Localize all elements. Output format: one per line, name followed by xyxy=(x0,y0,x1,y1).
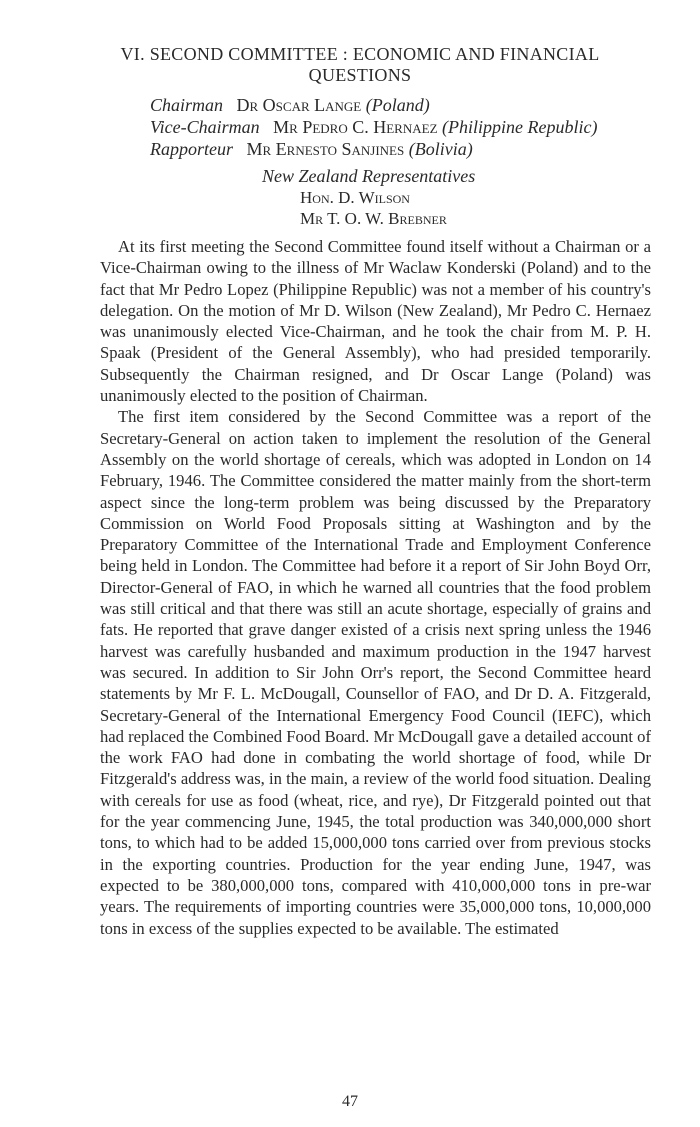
officer-name: Dr Oscar Lange xyxy=(236,95,362,115)
officer-country: (Poland) xyxy=(365,95,430,115)
representative-name: Hon. D. Wilson xyxy=(300,188,410,207)
representative-name: Mr T. O. W. Brebner xyxy=(300,209,447,228)
officer-name: Mr Ernesto Sanjines xyxy=(246,139,405,159)
officer-rapporteur xyxy=(150,138,473,160)
page-number: 47 xyxy=(342,1093,358,1110)
paragraph-food-shortage: The first item considered by the Second Committee was a report of the Secretary-General on action taken to implement the resolution of the General Assembly on the world shortage of cereals, which was adopted in London on 14 February, 1946. The Committee considered the matter mainly from the short-term aspect since the long-term problem was being discussed by the Preparatory Commission on World Food Proposals sitting at Washington and by the Preparatory Committee of the International Trade and Employment Conference being held in London. The Committee had before it a report of Sir John Boyd Orr, Director-General of FAO, in which he warned all countries that the food problem was still critical and that there was still an acute shortage, especially of grains and fats. He reported that grave danger existed of a crisis next spring unless the 1946 harvest was carefully husbanded and maximum production in the 1947 harvest was secured. In addition to Sir John Orr's report, the Second Committee heard statements by Mr F. L. McDougall, Counsellor of FAO, and Dr D. A. Fitzgerald, Secretary-General of the International Emergency Food Council (IEFC), which had replaced the Combined Food Board. Mr McDougall gave a detailed account of the work FAO had done in combating the world shortage of food, while Dr Fitzgerald's address was, in the main, a review of the world food situation. Dealing with cereals for use as food (wheat, rice, and rye), Dr Fitzgerald pointed out that for the year commencing June, 1945, the total production was 340,000,000 short tons, to which had to be added 15,000,000 tons carried over from previous stocks in the exporting countries. Production for the year ending June, 1947, was expected to be 380,000,000 tons, compared with 410,000,000 tons in pre-war years. The requirements of importing countries were 35,000,000 tons, 10,000,000 tons in excess of the supplies expected to be available. The estimated xyxy=(100,407,651,938)
officer-name: Mr Pedro C. Hernaez xyxy=(273,117,438,137)
officer-country: (Philippine Republic) xyxy=(442,117,598,137)
officer-country: (Bolivia) xyxy=(408,139,473,159)
officer-role: Vice-Chairman xyxy=(150,117,260,137)
section-heading xyxy=(100,44,620,86)
officer-role: Chairman xyxy=(150,95,224,115)
section-heading-line-1: VI. SECOND COMMITTEE : ECONOMIC AND FINANCIAL xyxy=(120,44,600,64)
officer-role: Rapporteur xyxy=(150,139,233,159)
paragraph-committee-officers: At its first meeting the Second Committee found itself without a Chairman or a Vice-Chairman owing to the illness of Mr Waclaw Konderski (Poland) and to the fact that Mr Pedro Lopez (Philippine Republic) was not a member of his country's delegation. On the motion of Mr D. Wilson (New Zealand), Mr Pedro C. Hernaez was unanimously elected Vice-Chairman, and he took the chair from M. P. H. Spaak (President of the General Assembly), who had presided temporarily. Subsequently the Chairman resigned, and Dr Oscar Lange (Poland) was unanimously elected to the position of Chairman. xyxy=(100,237,651,406)
section-heading-line-2: QUESTIONS xyxy=(308,65,412,85)
officer-vice-chairman xyxy=(150,116,597,138)
body-text xyxy=(100,236,651,939)
officer-chairman xyxy=(150,94,430,116)
representatives-title: New Zealand Representatives xyxy=(262,166,476,186)
